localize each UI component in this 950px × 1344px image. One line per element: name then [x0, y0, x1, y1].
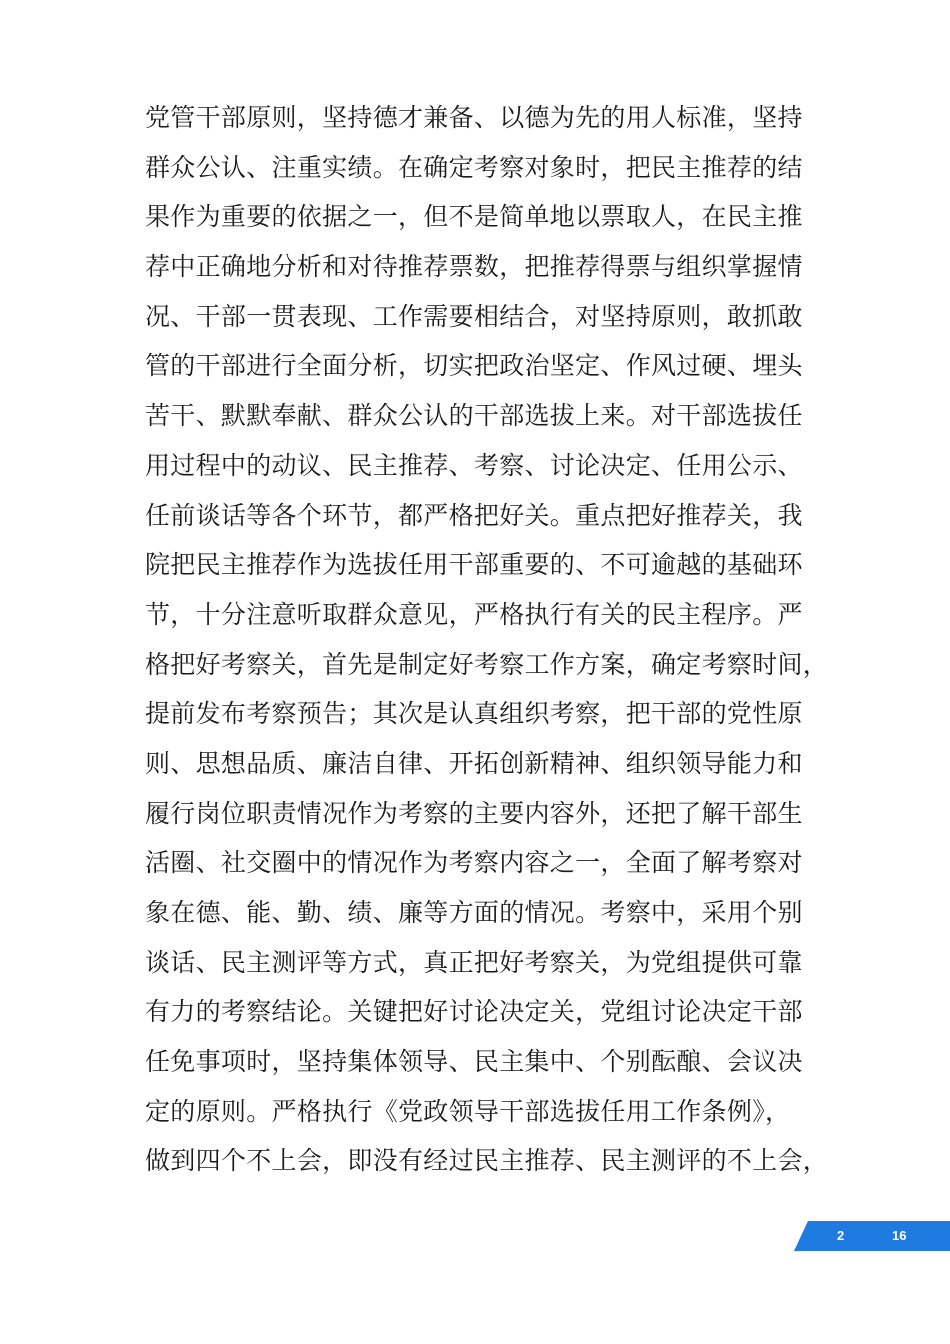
- text-line: 活圈、社交圈中的情况作为考察内容之一，全面了解考察对: [145, 848, 803, 878]
- text-line: 定的原则。严格执行《党政领导干部选拔任用工作条例》，: [145, 1096, 791, 1126]
- text-line: 做到四个不上会，即没有经过民主推荐、民主测评的不上会，: [145, 1146, 829, 1176]
- text-line: 任前谈话等各个环节，都严格把好关。重点把好推荐关，我: [145, 500, 803, 530]
- text-line: 党管干部原则，坚持德才兼备、以德为先的用人标准，坚持: [145, 103, 803, 132]
- total-pages-number: 16: [892, 1228, 907, 1243]
- text-line: 有力的考察结论。关键把好讨论决定关，党组讨论决定干部: [145, 997, 803, 1027]
- text-line: 群众公认、注重实绩。在确定考察对象时，把民主推荐的结: [145, 152, 803, 182]
- text-line: 荐中正确地分析和对待推荐票数，把推荐得票与组织掌握情: [145, 252, 803, 282]
- text-line: 用过程中的动议、民主推荐、考察、讨论决定、任用公示、: [145, 450, 803, 480]
- page-number-badge: [794, 1221, 950, 1251]
- text-line: 格把好考察关，首先是制定好考察工作方案，确定考察时间，: [145, 649, 829, 679]
- text-line: 谈话、民主测评等方式，真正把好考察关，为党组提供可靠: [145, 947, 803, 977]
- text-line: 任免事项时，坚持集体领导、民主集中、个别酝酿、会议决: [145, 1047, 803, 1077]
- text-line: 则、思想品质、廉洁自律、开拓创新精神、组织领导能力和: [145, 748, 803, 778]
- page-badge-shape: [794, 1221, 950, 1251]
- text-line: 提前发布考察预告；其次是认真组织考察，把干部的党性原: [145, 699, 803, 729]
- text-line: 果作为重要的依据之一，但不是简单地以票取人，在民主推: [145, 202, 803, 232]
- document-body: [145, 93, 829, 1186]
- text-line: 管的干部进行全面分析，切实把政治坚定、作风过硬、埋头: [145, 351, 803, 381]
- text-line: 况、干部一贯表现、工作需要相结合，对坚持原则，敢抓敢: [145, 301, 803, 331]
- text-line: 苦干、默默奉献、群众公认的干部选拔上来。对干部选拔任: [145, 401, 803, 431]
- current-page-number: 2: [837, 1228, 845, 1243]
- text-line: 节，十分注意听取群众意见，严格执行有关的民主程序。严: [145, 599, 803, 629]
- text-line: 象在德、能、勤、绩、廉等方面的情况。考察中，采用个别: [145, 898, 803, 927]
- text-line: 院把民主推荐作为选拔任用干部重要的、不可逾越的基础环: [145, 550, 803, 580]
- text-line: 履行岗位职责情况作为考察的主要内容外，还把了解干部生: [145, 798, 803, 828]
